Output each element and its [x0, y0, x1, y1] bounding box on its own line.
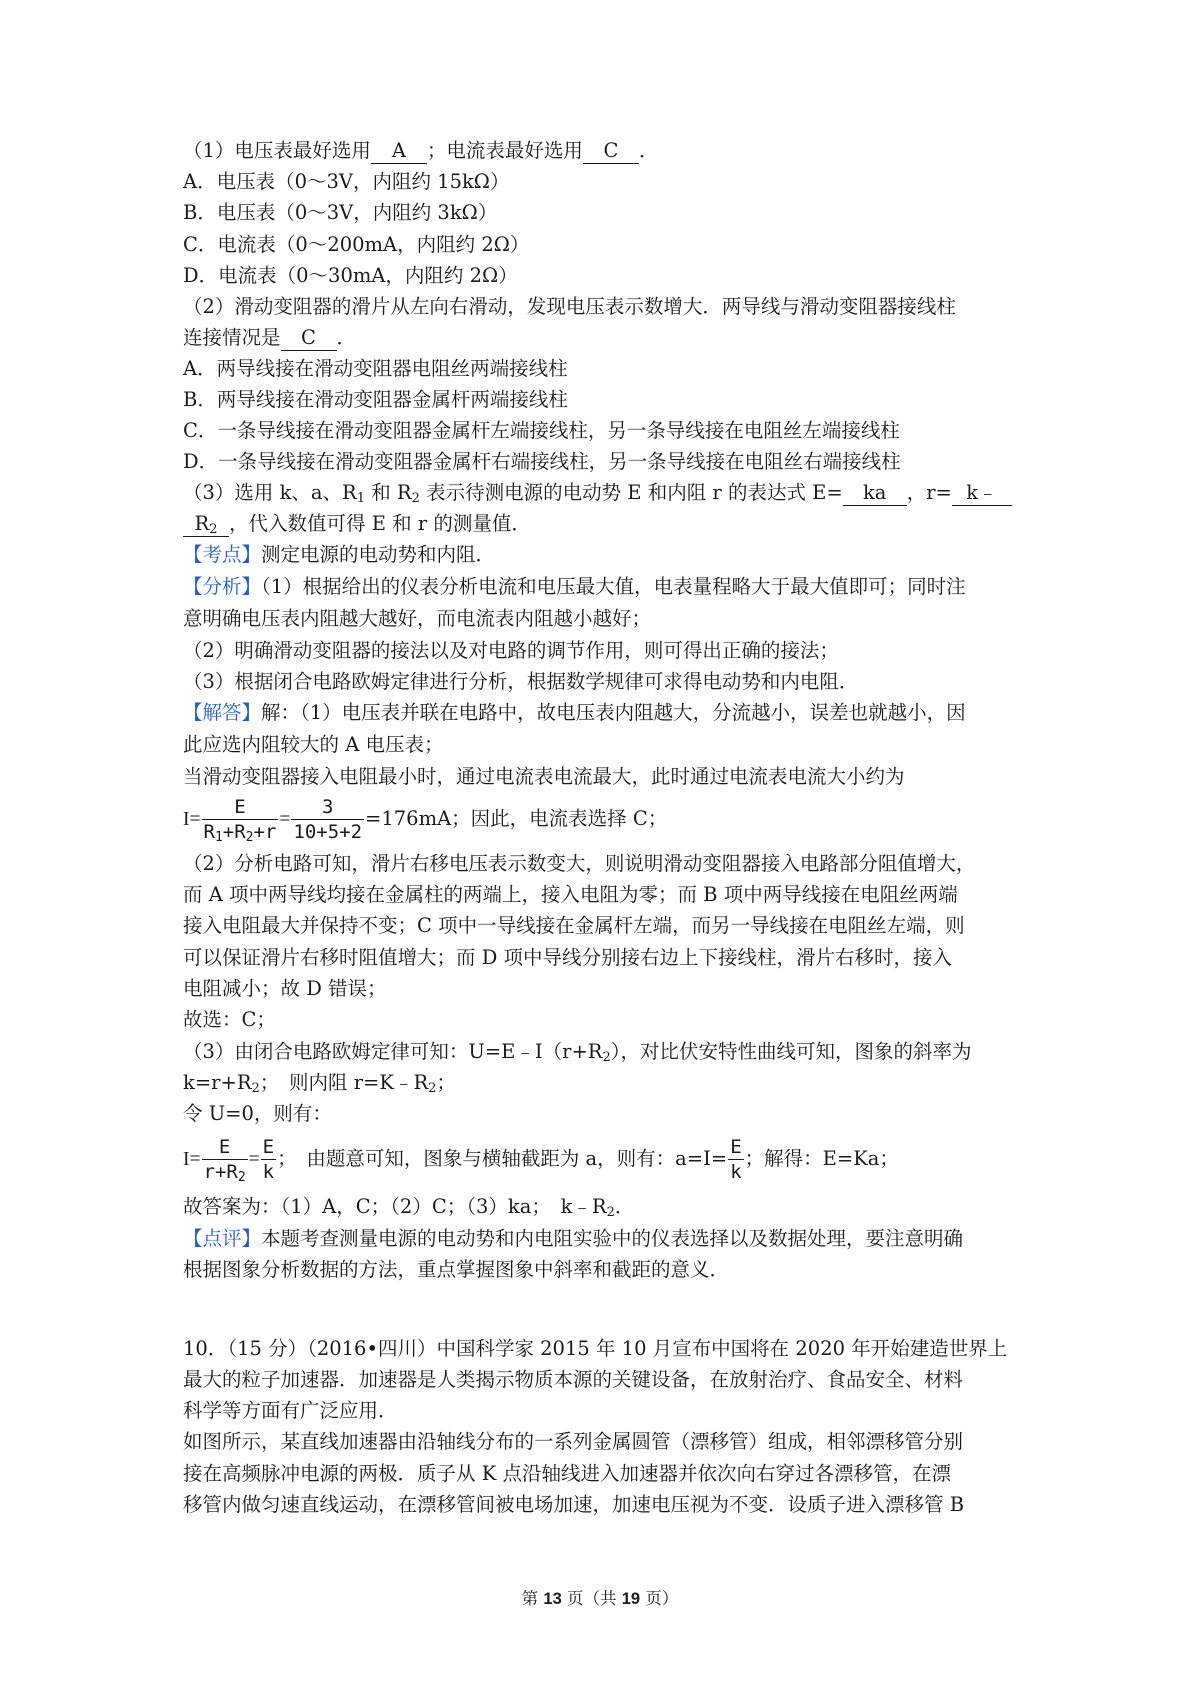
dianping-line2: 根据图象分析数据的方法，重点掌握图象中斜率和截距的意义． — [183, 1258, 730, 1281]
dianping-tag: 【点评】 — [183, 1227, 262, 1250]
jieda-line3: 当滑动变阻器接入电阻最小时，通过电流表电流最大，此时通过电流表电流大小约为 — [183, 765, 905, 788]
text: 第 — [521, 1589, 544, 1608]
answer-blank-voltmeter: A — [371, 139, 427, 164]
text: R — [203, 821, 215, 843]
denominator — [202, 819, 279, 844]
option-d: D．一条导线接在滑动变阻器金属杆右端接线柱，另一条导线接在电阻丝右端接线柱 — [183, 450, 901, 473]
text: +R — [222, 821, 246, 843]
text: ），对比伏安特性曲线可知，图象的斜率为 — [610, 1040, 972, 1063]
option-a: A．两导线接在滑动变阻器电阻丝两端接线柱 — [183, 357, 568, 380]
text: ，代入数值可得 E 和 r 的测量值． — [229, 512, 531, 535]
text: ；解得：E=Ka； — [744, 1147, 899, 1170]
equation-current — [183, 790, 667, 849]
q9-part2-line1: （2）滑动变阻器的滑片从左向右滑动，发现电压表示数增大．两导线与滑动变阻器接线柱 — [183, 295, 956, 318]
subscript: 1 — [356, 491, 366, 506]
q10-line6: 移管内做匀速直线运动，在漂移管间被电场加速，加速电压视为不变．设质子进入漂移管 B — [183, 1493, 965, 1516]
text: ． — [614, 1195, 635, 1218]
fenxi-line3: （2）明确滑动变阻器的接法以及对电路的调节作用，则可得出正确的接法； — [183, 639, 839, 662]
text: R — [194, 512, 210, 535]
numerator: E — [234, 796, 246, 818]
jieda-tag: 【解答】 — [183, 701, 262, 724]
option-a: A．电压表（0～3V，内阻约 15kΩ） — [183, 170, 510, 193]
subscript: 2 — [209, 522, 218, 537]
subscript: 1 — [214, 830, 223, 845]
option-b: B．两导线接在滑动变阻器金属杆两端接线柱 — [183, 388, 568, 411]
kaodian-line — [183, 539, 495, 571]
equation-intercept — [183, 1130, 899, 1189]
jieda-line8: 电阻减小；故 D 错误； — [183, 977, 387, 1000]
q9-part1-mid: ；电流表最好选用 — [426, 139, 583, 162]
text: I= — [183, 809, 201, 830]
dianping-text: 本题考查测量电源的电动势和内电阻实验中的仪表选择以及数据处理，要注意明确 — [261, 1227, 964, 1250]
option-c: C．电流表（0～200mA，内阻约 2Ω） — [183, 233, 530, 256]
jieda-line1 — [183, 697, 966, 729]
fraction-numeric — [291, 795, 364, 844]
text: （3）选用 k、a、R — [183, 481, 357, 504]
text: 页） — [640, 1589, 679, 1608]
q9-part1-line — [183, 135, 658, 167]
kaodian-text: 测定电源的电动势和内阻． — [261, 543, 496, 566]
page-footer — [0, 1587, 1200, 1611]
text: 和 R — [365, 481, 412, 504]
answer-blank-emf: ka — [843, 481, 907, 506]
q10-line4: 如图所示，某直线加速器由沿轴线分布的一系列金属圆管（漂移管）组成，相邻漂移管分别 — [183, 1430, 964, 1453]
text: 故答案为：（1）A，C；（2）C；（3）ka； k﹣R — [183, 1195, 607, 1218]
page-number: 13 — [543, 1590, 562, 1608]
q10-line5: 接在高频脉冲电源的两极．质子从 K 点沿轴线进入加速器并依次向右穿过各漂移管，在漂 — [183, 1462, 951, 1485]
q9-part1-prefix: （1）电压表最好选用 — [183, 139, 371, 162]
option-c: C．一条导线接在滑动变阻器金属杆左端接线柱，另一条导线接在电阻丝左端接线柱 — [183, 419, 900, 442]
jieda-line9: 故选：C； — [183, 1008, 276, 1031]
punctuation: ． — [638, 139, 659, 162]
fenxi-line4: （3）根据闭合电路欧姆定律进行分析，根据数学规律可求得电动势和内电阻． — [183, 670, 859, 693]
text: ； 则内阻 r=K﹣R — [259, 1071, 429, 1094]
text: r+R — [203, 1161, 238, 1183]
jieda-final-answer — [183, 1191, 634, 1223]
denominator: 10+5+2 — [293, 821, 363, 843]
jieda-line2: 此应选内阻较大的 A 电压表； — [183, 733, 444, 756]
fraction-e-over-r — [202, 795, 279, 844]
answer-blank-connection: C — [281, 326, 337, 351]
text: = — [248, 1149, 260, 1170]
jieda-line5: 而 A 项中两导线均接在金属柱的两端上，接入电阻为零；而 B 项中两导线接在电阻丝两端 — [183, 883, 958, 906]
jieda-line11 — [183, 1067, 456, 1099]
subscript: 2 — [237, 1170, 246, 1185]
fraction-e-over-k — [261, 1135, 276, 1184]
fenxi-text: （1）根据给出的仪表分析电流和电压最大值，电表量程略大于最大值即可；同时注 — [261, 575, 966, 598]
denominator: k — [730, 1161, 742, 1183]
text: +r — [253, 821, 277, 843]
subscript: 2 — [428, 1081, 437, 1096]
q10-line3: 科学等方面有广泛应用． — [183, 1399, 398, 1422]
dianping-line1 — [183, 1223, 963, 1255]
fenxi-line2: 意明确电压表内阻越大越好，而电流表内阻越小越好； — [183, 607, 652, 630]
fenxi-line1 — [183, 571, 966, 603]
q9-part2-prefix: 连接情况是 — [183, 326, 281, 349]
jieda-line6: 接入电阻最大并保持不变；C 项中一导线接在金属杆左端，而另一导线接在电阻丝左端，则 — [183, 914, 965, 937]
jieda-line7: 可以保证滑片右移时阻值增大；而 D 项中导线分别接右边上下接线柱，滑片右移时，接入 — [183, 946, 953, 969]
subscript: 2 — [251, 1081, 260, 1096]
q10-line2: 最大的粒子加速器．加速器是人类揭示物质本源的关键设备，在放射治疗、食品安全、材料 — [183, 1368, 964, 1391]
subscript: 2 — [606, 1205, 615, 1220]
subscript: 2 — [245, 830, 254, 845]
numerator: E — [730, 1136, 742, 1158]
jieda-text: 解：（1）电压表并联在电路中，故电压表内阻越大，分流越小，误差也就越小，因 — [261, 701, 966, 724]
jieda-line10 — [183, 1036, 972, 1068]
numerator: E — [262, 1136, 275, 1158]
option-d: D．电流表（0～30mA，内阻约 2Ω） — [183, 264, 518, 287]
subscript: 2 — [602, 1050, 611, 1065]
text: ； 由题意可知，图象与横轴截距为 a，则有：a=I= — [277, 1147, 728, 1170]
text: 页（共 — [561, 1589, 622, 1608]
text: = — [279, 809, 291, 830]
numerator: E — [218, 1136, 231, 1158]
text: 表示待测电源的电动势 E 和内阻 r 的表达式 E= — [419, 481, 843, 504]
jieda-line12: 令 U=0，则有： — [183, 1102, 332, 1125]
numerator: 3 — [321, 796, 334, 818]
text: k=r+R — [183, 1071, 252, 1094]
text: =176mA；因此，电流表选择 C； — [365, 807, 668, 830]
q9-part3-line1 — [183, 477, 1012, 509]
q10-line1: 10．（15 分）（2016•四川）中国科学家 2015 年 10 月宣布中国将在 2020 年开始建造世界上 — [183, 1337, 1008, 1360]
page-total: 19 — [621, 1590, 641, 1608]
option-b: B．电压表（0～3V，内阻约 3kΩ） — [183, 201, 498, 224]
fraction-e-over-k — [728, 1135, 743, 1184]
q9-part3-line2 — [183, 508, 531, 540]
answer-blank-resistance: k﹣ — [952, 481, 1012, 506]
denominator: k — [262, 1161, 275, 1183]
punctuation: ． — [336, 326, 357, 349]
kaodian-tag: 【考点】 — [183, 543, 262, 566]
fraction-e-over-r-plus-r2 — [202, 1135, 248, 1184]
text: ，r= — [906, 481, 952, 504]
text: ； — [436, 1071, 456, 1094]
q9-part2-line2 — [183, 322, 356, 354]
answer-blank-ammeter: C — [583, 139, 639, 164]
denominator — [202, 1159, 248, 1184]
jieda-line4: （2）分析电路可知，滑片右移电压表示数变大，则说明滑动变阻器接入电路部分阻值增大， — [183, 852, 976, 875]
subscript: 2 — [411, 491, 420, 506]
fenxi-tag: 【分析】 — [183, 575, 262, 598]
answer-blank-resistance-cont — [183, 512, 229, 537]
text: （3）由闭合电路欧姆定律可知：U=E﹣I（r+R — [183, 1040, 603, 1063]
text: I= — [183, 1149, 201, 1170]
